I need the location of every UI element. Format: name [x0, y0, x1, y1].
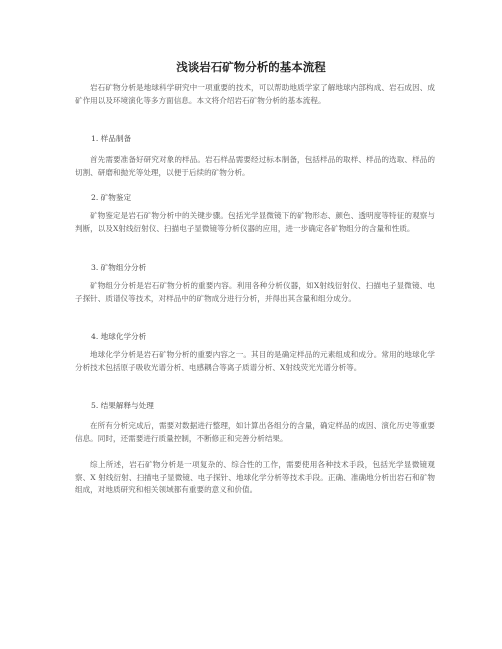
document-title: 浅谈岩石矿物分析的基本流程	[176, 60, 326, 74]
section-heading-5: 5. 结果解释与处理	[91, 401, 154, 410]
section-body-4: 地球化学分析是岩石矿物分析的重要内容之一。其目的是确定样品的元素组成和成分。常用的地球化学分析技术包括原子吸收光谱分析、电感耦合等离子质谱分析、X射线荧光光谱分析等。	[75, 350, 435, 372]
section-heading-2: 2. 矿物鉴定	[91, 193, 132, 202]
intro-paragraph: 岩石矿物分析是地球科学研究中一项重要的技术，可以帮助地质学家了解地球内部构成、岩石成因、成矿作用以及环境演化等多方面信息。本文将介绍岩石矿物分析的基本流程。	[75, 83, 435, 105]
section-heading-3: 3. 矿物组分分析	[91, 263, 147, 272]
section-body-3: 矿物组分分析是岩石矿物分析的重要内容。利用各种分析仪器，如X射线衍射仪、扫描电子显微镜、电子探针、质谱仪等技术，对样品中的矿物成分进行分析，并得出其含量和组分成分。	[75, 281, 435, 303]
section-body-5: 在所有分析完成后，需要对数据进行整理，如计算出各组分的含量，确定样品的成因、演化历史等重要信息。同时，还需要进行质量控制，不断修正和完善分析结果。	[75, 421, 435, 443]
conclusion-paragraph: 综上所述，岩石矿物分析是一项复杂的、综合性的工作，需要使用各种技术手段，包括光学显微镜观察、X 射线衍射、扫描电子显微镜、电子探针、地球化学分析等技术手段。正确、准确地分析出岩石和矿物组成，对地质研究和相关领域都有重要的意义和价值。	[75, 460, 435, 495]
section-body-1: 首先需要准备好研究对象的样品。岩石样品需要经过标本制备，包括样品的取样、样品的选取、样品的切割、研磨和抛光等处理，以便于后续的矿物分析。	[75, 155, 435, 177]
section-heading-1: 1. 样品制备	[91, 134, 132, 143]
section-heading-4: 4. 地球化学分析	[91, 332, 147, 341]
section-body-2: 矿物鉴定是岩石矿物分析中的关键步骤。包括光学显微镜下的矿物形态、颜色、透明度等特征的观察与判断，以及X射线衍射仪、扫描电子显微镜等分析仪器的应用，进一步确定各矿物组分的含量和性质。	[75, 211, 435, 233]
